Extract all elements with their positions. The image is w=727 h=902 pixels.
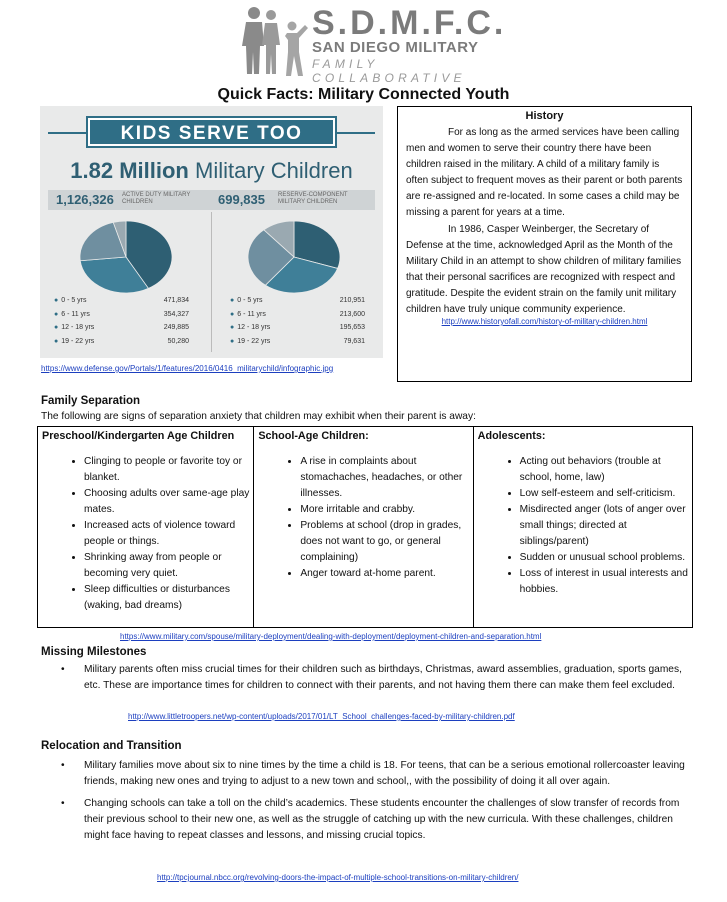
legend-label: [54, 321, 94, 335]
legend-value: 213,600: [339, 310, 365, 318]
list-item: • Acting out behaviors (trouble at school, home, law): [520, 454, 688, 486]
milestones-source-link[interactable]: http://www.littletroopers.net/wp-content/uploads/2017/01/LT_School_challenges-faced-by-military-children.pdf: [128, 712, 515, 721]
list-item: • Military families move about six to nine times by the time a child is 18. For teens, that can be a serious emotional rollercoaster leaving friends, making new ones and trying to adjust to a new town and school,, with the possibility of doing it all over again.: [61, 758, 689, 790]
legend-label-text: 0 - 5 yrs: [61, 297, 87, 304]
legend-bullet-icon: ●: [230, 310, 235, 318]
page-title: Quick Facts: Military Connected Youth: [217, 86, 510, 103]
list-item: • Misdirected anger (lots of anger over small things; directed at siblings/parent): [520, 502, 688, 550]
relocation-list: [61, 758, 689, 844]
legend-bullet-icon: ●: [54, 324, 59, 331]
legend-label-text: 19 - 22 yrs: [237, 337, 271, 345]
legend-value: 79,631: [343, 337, 365, 345]
legend-value: 249,885: [163, 324, 189, 331]
missing-milestones-heading: Missing Milestones: [41, 646, 147, 658]
column-head: Preschool/Kindergarten Age Children: [42, 430, 235, 442]
legend-label: [54, 335, 94, 349]
legend-label: [230, 335, 270, 349]
legend-label-text: 19 - 22 yrs: [61, 337, 95, 345]
legend-row: [230, 335, 365, 349]
legend-bullet-icon: ●: [54, 310, 59, 318]
legend-bullet-icon: ●: [54, 297, 59, 304]
logo-line1: SAN DIEGO MILITARY: [312, 39, 479, 56]
legend-row: [54, 335, 189, 349]
column-head: School-Age Children:: [258, 430, 369, 442]
logo-abbreviation: S.D.M.F.C.: [312, 4, 507, 42]
legend-label-text: 0 - 5 yrs: [237, 297, 263, 304]
list-item: • Changing schools can take a toll on the child’s academics. These students encounter the challenges of slow transfer of records from their previous school to their new one, as well as the struggle of catching up with the new curricula. With these challenges, children might face having to repeat classes and lessons, and missing crucial topics.: [61, 796, 689, 844]
history-paragraph-2: In 1986, Casper Weinberger, the Secretary of Defense at the time, acknowledged April as the Month of the Military Child in an attempt to show children of military families that their personal sacrifices are recognized with respect and gratitude. Despite the evident strain on the family unit military children have truly unique community experience.: [406, 223, 682, 316]
active-duty-legend: [54, 294, 189, 348]
list-item: • Shrinking away from people or becoming very quiet.: [84, 550, 249, 582]
legend-label: [230, 308, 266, 322]
legend-value: 50,280: [167, 337, 189, 345]
legend-row: [54, 321, 189, 335]
legend-bullet-icon: ●: [54, 337, 59, 345]
separation-source-link[interactable]: https://www.military.com/spouse/military-deployment/dealing-with-deployment/deployment-children-and-separation.html: [120, 632, 542, 641]
kids-serve-too-infographic: [40, 106, 383, 358]
list-item: • More irritable and crabby.: [300, 502, 468, 518]
legend-row: [230, 321, 365, 335]
list-item: • Increased acts of violence toward people or things.: [84, 518, 249, 550]
school-age-column: [254, 427, 473, 627]
legend-row: [230, 308, 365, 322]
relocation-source-link[interactable]: http://tpcjournal.nbcc.org/revolving-doors-the-impact-of-multiple-school-transitions-on-military-children/: [157, 873, 519, 882]
infographic-banner: KIDS SERVE TOO: [88, 118, 335, 146]
history-box: [397, 106, 692, 382]
legend-row: [230, 294, 365, 308]
legend-value: 471,834: [163, 297, 189, 304]
adolescents-column: [474, 427, 692, 627]
list-item: • Anger toward at-home parent.: [300, 566, 468, 582]
milestones-list: [61, 662, 686, 694]
relocation-heading: Relocation and Transition: [41, 740, 182, 752]
legend-label-text: 12 - 18 yrs: [237, 324, 271, 331]
list-item: • Clinging to people or favorite toy or blanket.: [84, 454, 249, 486]
family-separation-heading: Family Separation: [41, 395, 141, 407]
legend-value: 195,653: [339, 324, 365, 331]
reserve-caption: RESERVE-COMPONENT MILITARY CHILDREN: [278, 192, 348, 205]
history-paragraph-1: For as long as the armed services have been calling men and women to serve their country there have been children raised in the military. A child of a military family is often subject to frequent moves as their parent or both parents are re-assigned and re-located. In some cases a child may be missing a parent for years at a time.: [406, 127, 683, 219]
legend-label: [230, 294, 263, 308]
infographic-divider: [211, 212, 212, 352]
legend-row: [54, 294, 189, 308]
reserve-legend: [230, 294, 365, 348]
infographic-source-link[interactable]: https://www.defense.gov/Portals/1/features/2016/0416_militarychild/infographic.jpg: [41, 364, 334, 373]
infographic-headline: [40, 158, 383, 184]
family-silhouette-icon: [240, 4, 312, 76]
legend-value: 354,327: [163, 310, 189, 318]
legend-row: [54, 308, 189, 322]
list-item: • Sleep difficulties or disturbances (waking, bad dreams): [84, 582, 249, 614]
history-title: History: [525, 110, 564, 122]
active-duty-caption: ACTIVE DUTY MILITARY CHILDREN: [122, 192, 191, 205]
legend-label: [54, 308, 90, 322]
legend-label: [54, 294, 87, 308]
list-item: • Sudden or unusual school problems.: [520, 550, 688, 566]
legend-label-text: 6 - 11 yrs: [237, 310, 266, 318]
sdmfc-logo: [240, 4, 507, 85]
list-item: • Problems at school (drop in grades, does not want to go, or general complaining): [300, 518, 468, 566]
active-duty-pie: [78, 216, 174, 298]
column-head: Adolescents:: [477, 430, 546, 442]
preschool-column: [38, 427, 254, 627]
list-item: • Choosing adults over same-age play mates.: [84, 486, 249, 518]
reserve-pie: [246, 216, 342, 298]
separation-table: [37, 426, 693, 628]
history-source-link[interactable]: http://www.historyofall.com/history-of-military-children.html: [441, 317, 648, 327]
list-item: • A rise in complaints about stomachaches, headaches, or other illnesses.: [300, 454, 468, 502]
list-item: • Military parents often miss crucial times for their children such as birthdays, Christmas, award assemblies, graduation, sports games, etc. These are importance times for children to connect with their parents, and not having them there can make them feel excluded.: [61, 662, 686, 694]
legend-label-text: 6 - 11 yrs: [61, 310, 90, 318]
legend-label-text: 12 - 18 yrs: [61, 324, 95, 331]
headline-text: Military Children: [188, 158, 353, 183]
family-separation-intro: The following are signs of separation anxiety that children may exhibit when their parent is away:: [41, 411, 476, 422]
legend-bullet-icon: ●: [230, 337, 235, 345]
legend-value: 210,951: [339, 297, 365, 304]
logo-line2: FAMILY COLLABORATIVE: [312, 57, 466, 85]
legend-bullet-icon: ●: [230, 324, 235, 331]
legend-label: [230, 321, 270, 335]
list-item: • Low self-esteem and self-criticism.: [520, 486, 688, 502]
legend-bullet-icon: ●: [230, 297, 235, 304]
headline-number: 1.82 Million: [70, 158, 189, 183]
active-duty-count: 1,126,326: [56, 192, 114, 207]
reserve-count: 699,835: [218, 192, 265, 207]
list-item: • Loss of interest in usual interests and hobbies.: [520, 566, 688, 598]
